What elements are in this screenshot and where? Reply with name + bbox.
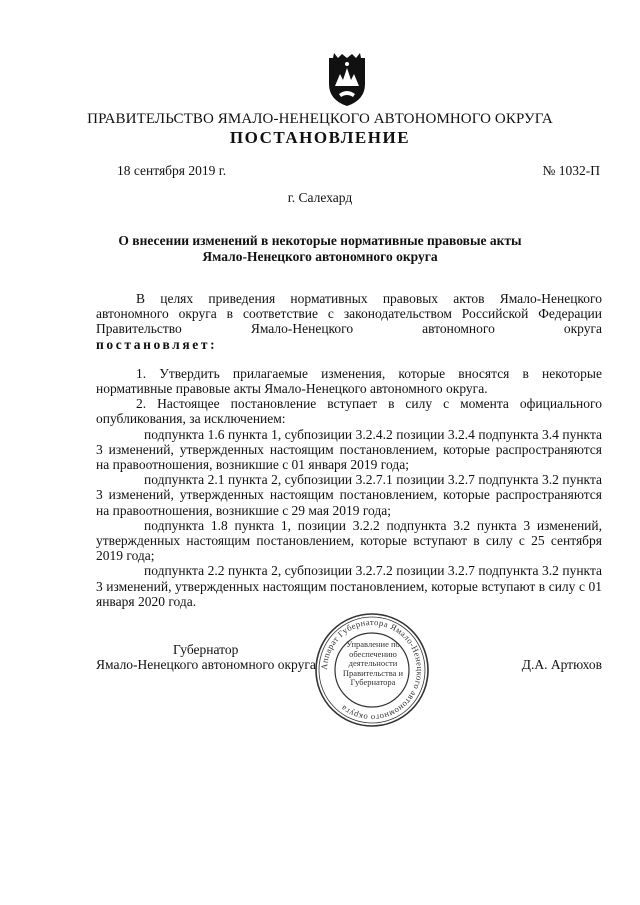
document-date: 18 сентября 2019 г. xyxy=(117,163,227,178)
document-type: ПОСТАНОВЛЕНИЕ xyxy=(229,128,411,147)
subitem-2-paragraph: подпункта 2.1 пункта 2, субпозиции 3.2.7.1 позиции 3.2.7 подпункта 3.2 пункта 3 изменений, утвержденных настоящим постановлением, которые распространяются на правоотношения, возникшие с 29 мая 2019 года; xyxy=(96,472,602,518)
government-name: ПРАВИТЕЛЬСТВО ЯМАЛО-НЕНЕЦКОГО АВТОНОМНОГО ОКРУГА xyxy=(87,111,553,127)
signatory-title-line2: Ямало-Ненецкого автономного округа xyxy=(96,657,316,672)
document-title-line2: Ямало-Ненецкого автономного округа xyxy=(202,249,438,264)
seal-ring-text: Аппарат Губернатора Ямало-Ненецкого автономного округа xyxy=(318,616,426,724)
signatory-title-line1: Губернатор xyxy=(173,642,239,657)
document-number: № 1032-П xyxy=(542,163,600,178)
document-title-line1: О внесении изменений в некоторые нормативные правовые акты xyxy=(118,233,522,248)
preamble-paragraph: В целях приведения нормативных правовых актов Ямало-Ненецкого автономного округа в соответствие с законодательством Российской Федерации Правительство Ямало-Ненецкого автономного округа xyxy=(96,291,602,337)
decree-word: постановляет: xyxy=(96,336,218,352)
subitem-4-paragraph: подпункта 2.2 пункта 2, субпозиции 3.2.7.2 позиции 3.2.7 подпункта 3.2 пункта 3 изменений, утвержденных настоящим постановлением, которые вступают в силу с 01 января 2020 года. xyxy=(96,563,602,609)
item-2-paragraph: 2. Настоящее постановление вступает в силу с момента официального опубликования, за исключением: xyxy=(96,396,602,427)
subitem-1-paragraph: подпункта 1.6 пункта 1, субпозиции 3.2.4.2 позиции 3.2.4 подпункта 3.4 пункта 3 изменений, утвержденных настоящим постановлением, которые распространяются на правоотношения, возникшие с 01 января 2019 года; xyxy=(96,426,602,473)
coat-of-arms-icon xyxy=(326,50,368,108)
signatory-name: Д.А. Артюхов xyxy=(521,657,602,672)
seal-center-text: Управление по обеспечению деятельности Правительства и Губернатора xyxy=(342,639,404,688)
document-title xyxy=(0,233,640,265)
item-1-paragraph: 1. Утвердить прилагаемые изменения, которые вносятся в некоторые нормативные правовые акты Ямало-Ненецкого автономного округа. xyxy=(96,365,602,397)
subitem-3-paragraph: подпункта 1.8 пункта 1, позиции 3.2.2 подпункта 3.2 пункта 3 изменений, утвержденных настоящим постановлением, которые вступают в силу с 25 сентября 2019 года; xyxy=(96,517,602,564)
document-body xyxy=(96,291,602,609)
document-city: г. Салехард xyxy=(287,190,353,205)
